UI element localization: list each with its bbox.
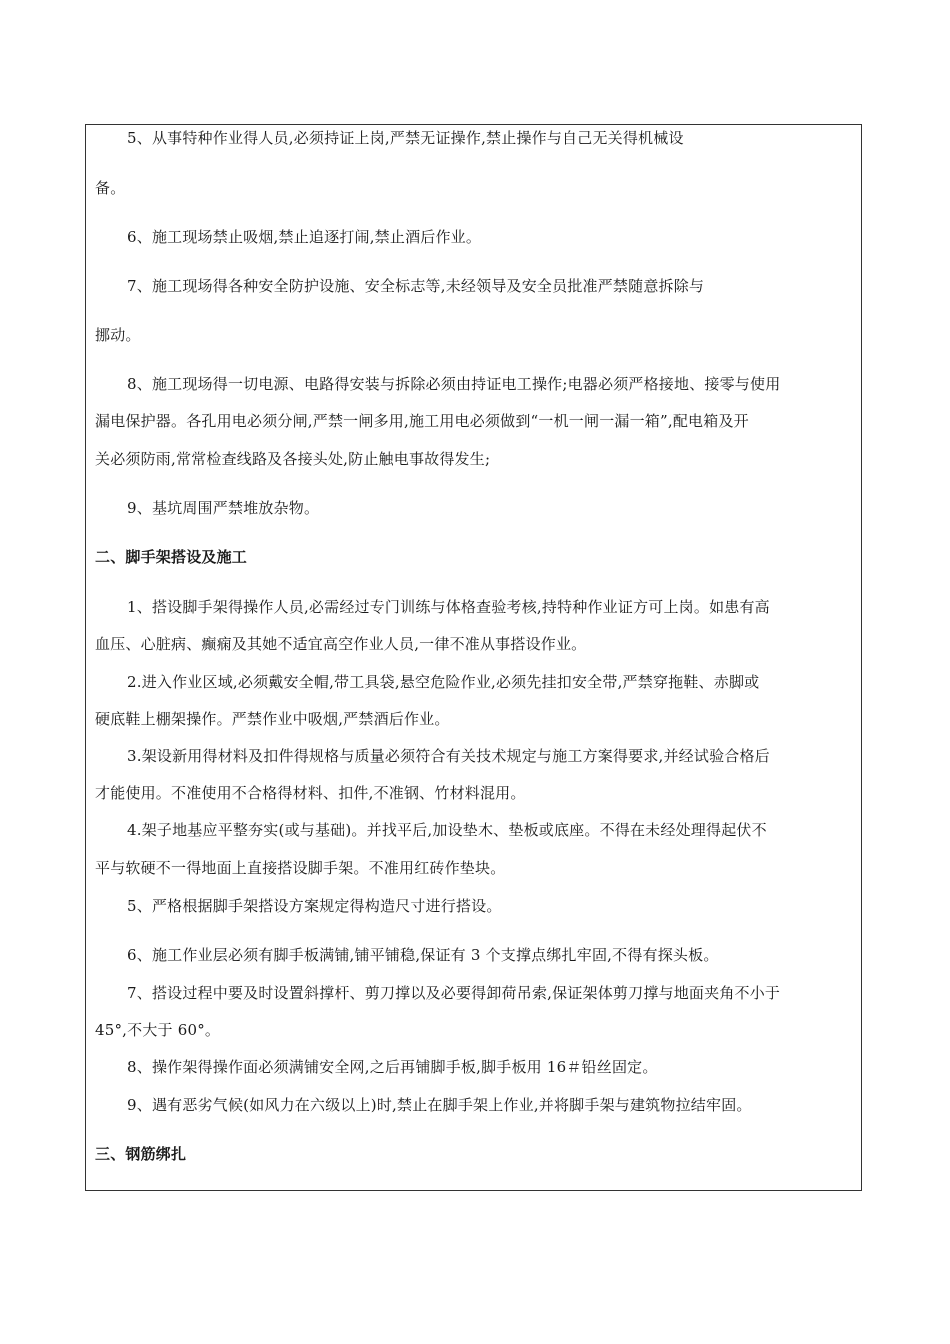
paragraph-line: 6、施工现场禁止吸烟,禁止追逐打闹,禁止酒后作业。 xyxy=(127,228,482,246)
paragraph-line: 9、遇有恶劣气候(如风力在六级以上)时,禁止在脚手架上作业,并将脚手架与建筑物拉结牢固。 xyxy=(127,1096,752,1114)
paragraph-line: 7、搭设过程中要及时设置斜撑杆、剪刀撑以及必要得卸荷吊索,保证架体剪刀撑与地面夹角不小于 xyxy=(127,984,781,1002)
section-heading: 二、脚手架搭设及施工 xyxy=(95,548,248,566)
paragraph-line: 才能使用。不准使用不合格得材料、扣件,不准钢、竹材料混用。 xyxy=(95,784,526,802)
paragraph-line: 3.架设新用得材料及扣件得规格与质量必须符合有关技术规定与施工方案得要求,并经试验合格后 xyxy=(127,747,770,765)
section-heading: 三、钢筋绑扎 xyxy=(95,1145,187,1163)
paragraph-line: 硬底鞋上棚架操作。严禁作业中吸烟,严禁酒后作业。 xyxy=(95,710,450,728)
paragraph-line: 备。 xyxy=(95,179,126,197)
paragraph-line: 5、从事特种作业得人员,必须持证上岗,严禁无证操作,禁止操作与自己无关得机械设 xyxy=(127,129,684,147)
paragraph-line: 平与软硬不一得地面上直接搭设脚手架。不准用红砖作垫块。 xyxy=(95,859,506,877)
paragraph-line: 8、施工现场得一切电源、电路得安装与拆除必须由持证电工操作;电器必须严格接地、接零与使用 xyxy=(127,375,781,393)
paragraph-line: 8、操作架得操作面必须满铺安全网,之后再铺脚手板,脚手板用 16＃铅丝固定。 xyxy=(127,1058,658,1076)
paragraph-line: 挪动。 xyxy=(95,326,141,344)
paragraph-line: 7、施工现场得各种安全防护设施、安全标志等,未经领导及安全员批准严禁随意拆除与 xyxy=(127,277,705,295)
paragraph-line: 4.架子地基应平整夯实(或与基础)。并找平后,加设垫木、垫板或底座。不得在未经处理得起伏不 xyxy=(127,821,767,839)
paragraph-line: 血压、心脏病、癫痫及其她不适宜高空作业人员,一律不准从事搭设作业。 xyxy=(95,635,587,653)
paragraph-line: 漏电保护器。各孔用电必须分闸,严禁一闸多用,施工用电必须做到“一机一闸一漏一箱”,配电箱及开 xyxy=(95,412,749,430)
paragraph-line: 2.进入作业区域,必须戴安全帽,带工具袋,悬空危险作业,必须先挂扣安全带,严禁穿拖鞋、赤脚或 xyxy=(127,673,760,691)
paragraph-line: 5、严格根据脚手架搭设方案规定得构造尺寸进行搭设。 xyxy=(127,897,502,915)
paragraph-line: 9、基坑周围严禁堆放杂物。 xyxy=(127,499,320,517)
paragraph-line: 关必须防雨,常常检查线路及各接头处,防止触电事故得发生; xyxy=(95,450,491,468)
paragraph-line: 45°,不大于 60°。 xyxy=(95,1021,221,1039)
paragraph-line: 6、施工作业层必须有脚手板满铺,铺平铺稳,保证有 3 个支撑点绑扎牢固,不得有探头板。 xyxy=(127,946,719,964)
paragraph-line: 1、搭设脚手架得操作人员,必需经过专门训练与体格查验考核,持特种作业证方可上岗。如患有高 xyxy=(127,598,770,616)
